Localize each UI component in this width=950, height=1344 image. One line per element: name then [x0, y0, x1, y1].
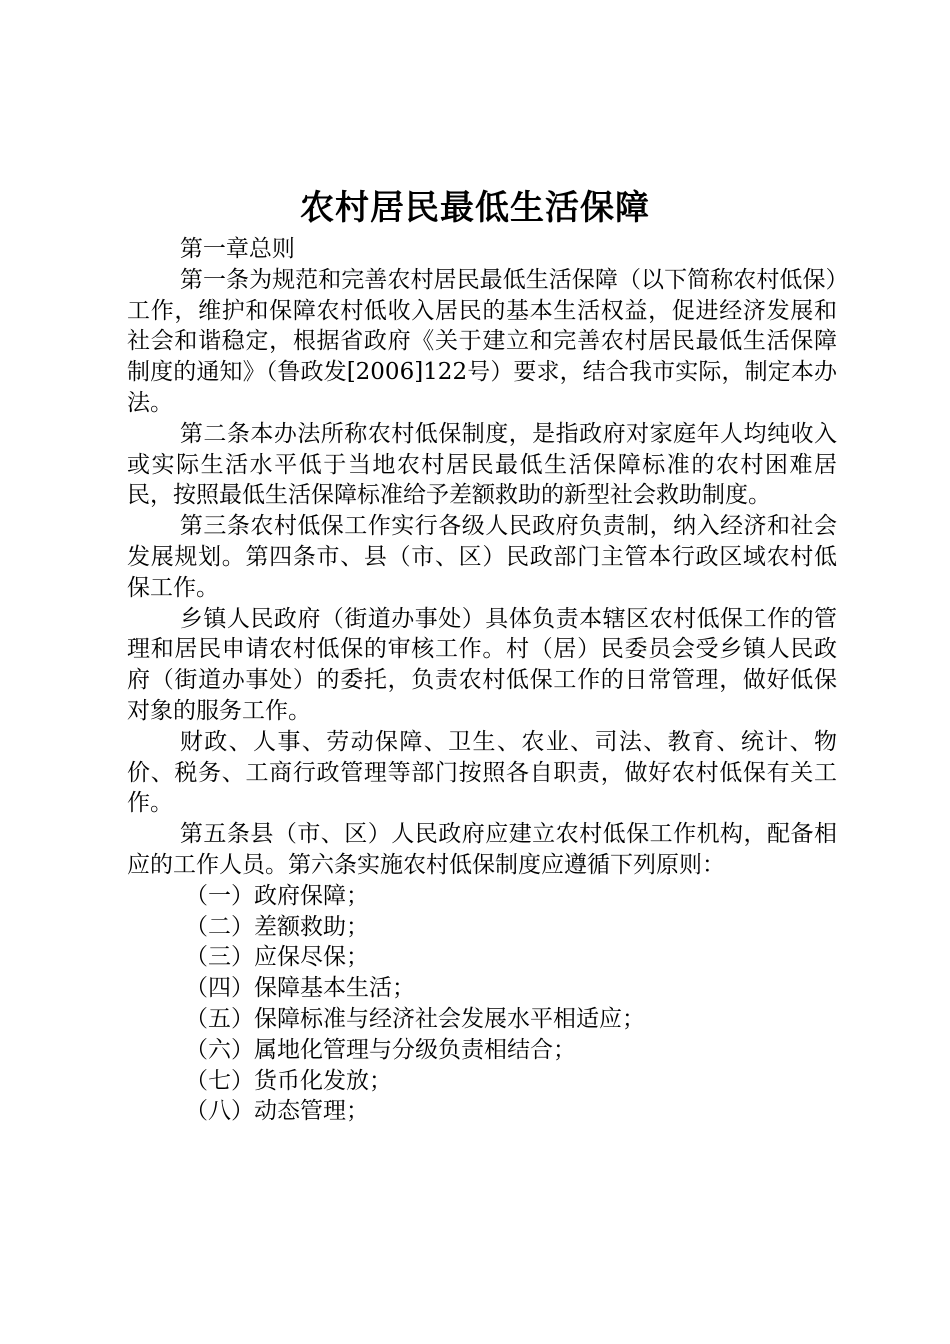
- article-1-paragraph: 第一条为规范和完善农村居民最低生活保障（以下简称农村低保）工作，维护和保障农村低收入居民的基本生活权益，促进经济发展和社会和谐稳定，根据省政府《关于建立和完善农村居民最低生活保障制度的通知》（鲁政发[2006]122号）要求，结合我市实际，制定本办法。: [127, 266, 837, 416]
- list-item: （六）属地化管理与分级负责相结合；: [185, 1036, 576, 1063]
- list-item: （七）货币化发放；: [185, 1067, 392, 1094]
- principles-list: [127, 881, 837, 1127]
- document-body: [127, 234, 837, 1127]
- article-5-6-paragraph: 第五条县（市、区）人民政府应建立农村低保工作机构，配备相应的工作人员。第六条实施农村低保制度应遵循下列原则：: [127, 821, 837, 878]
- list-item: （三）应保尽保；: [185, 944, 369, 971]
- township-duty-paragraph: 乡镇人民政府（街道办事处）具体负责本辖区农村低保工作的管理和居民申请农村低保的审核工作。村（居）民委员会受乡镇人民政府（街道办事处）的委托，负责农村低保工作的日常管理，做好低保对象的服务工作。: [127, 605, 837, 724]
- departments-duty-paragraph: 财政、人事、劳动保障、卫生、农业、司法、教育、统计、物价、税务、工商行政管理等部门按照各自职责，做好农村低保有关工作。: [127, 728, 837, 817]
- article-3-4-paragraph: 第三条农村低保工作实行各级人民政府负责制，纳入经济和社会发展规划。第四条市、县（市、区）民政部门主管本行政区域农村低保工作。: [127, 513, 837, 601]
- list-item: （八）动态管理；: [185, 1098, 369, 1125]
- list-item: （一）政府保障；: [185, 882, 369, 909]
- list-item: （五）保障标准与经济社会发展水平相适应；: [185, 1005, 645, 1032]
- list-item: （二）差额救助；: [185, 913, 369, 940]
- list-item: （四）保障基本生活；: [185, 975, 415, 1002]
- document-title: 农村居民最低生活保障: [300, 188, 650, 228]
- chapter-heading: 第一章总则: [179, 236, 295, 262]
- article-2-paragraph: 第二条本办法所称农村低保制度，是指政府对家庭年人均纯收入或实际生活水平低于当地农村居民最低生活保障标准的农村困难居民，按照最低生活保障标准给予差额救助的新型社会救助制度。: [127, 420, 837, 509]
